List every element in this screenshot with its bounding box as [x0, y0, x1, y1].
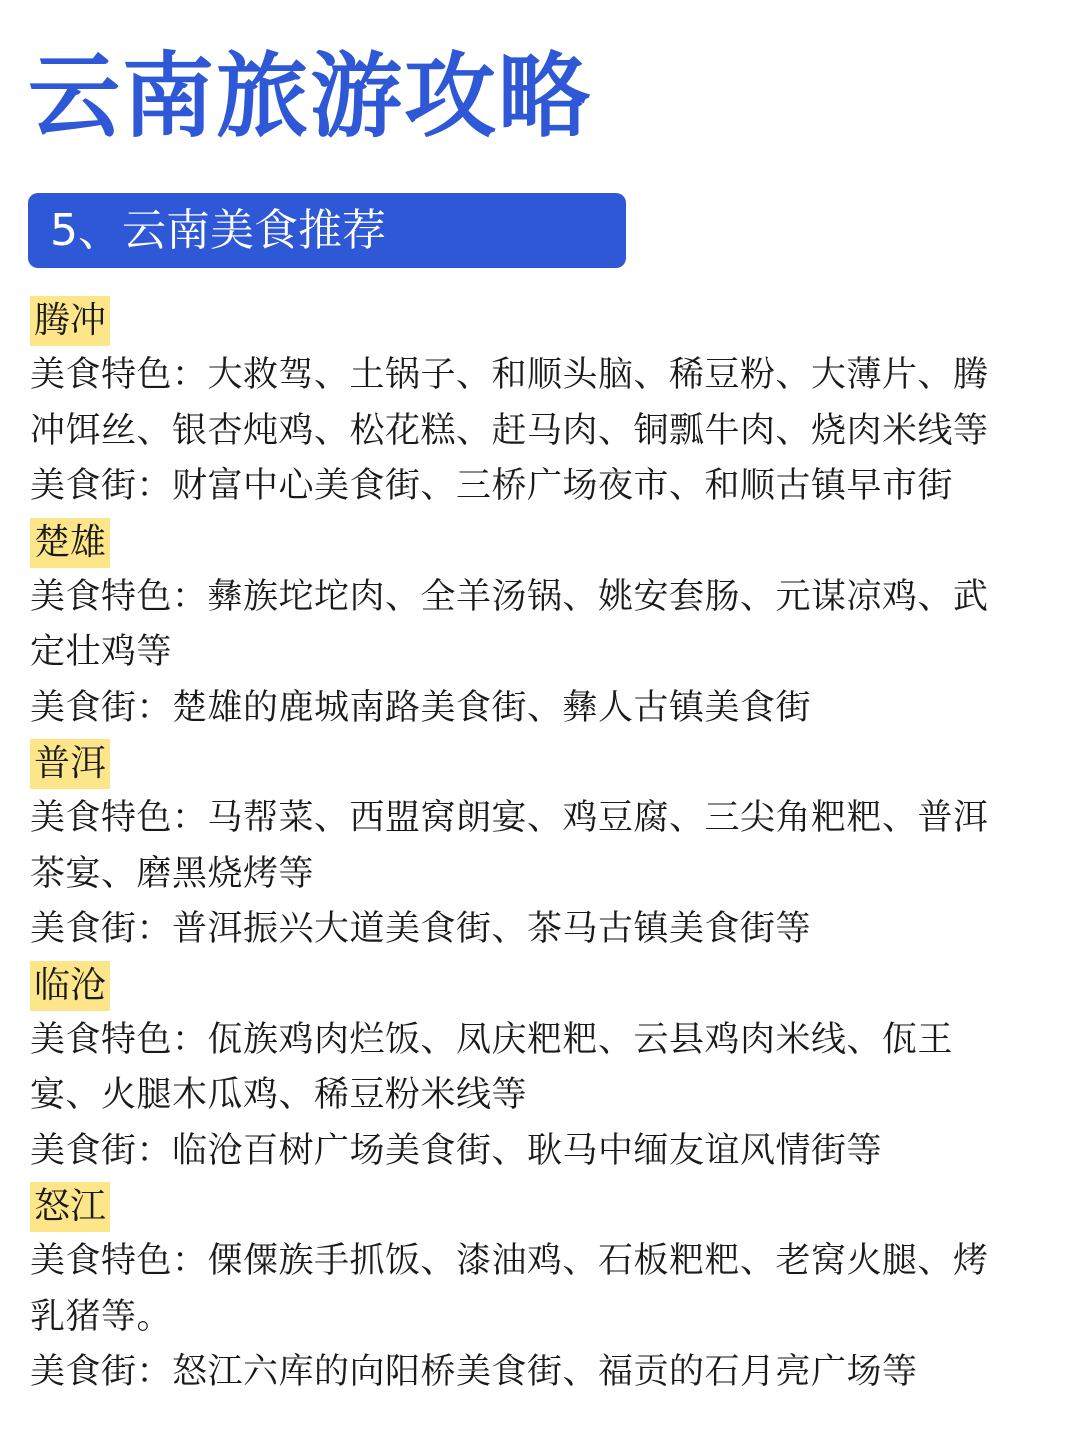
region-nujiang — [30, 1179, 1035, 1401]
region-text-line: 美食特色：大救驾、土锅子、和顺头脑、稀豆粉、大薄片、腾 — [30, 355, 989, 395]
city-tag: 怒江 — [30, 1182, 110, 1232]
region-text-line: 美食街：楚雄的鹿城南路美食街、彝人古镇美食街 — [30, 687, 812, 728]
region-text-line: 定壮鸡等 — [30, 632, 173, 672]
region-chuxiong — [30, 515, 1035, 737]
city-tag: 楚雄 — [30, 518, 110, 568]
region-text-line: 美食街：怒江六库的向阳桥美食街、福贡的石月亮广场等 — [30, 1352, 918, 1392]
region-text-line: 冲饵丝、银杏炖鸡、松花糕、赶马肉、铜瓢牛肉、烧肉米线等 — [30, 410, 989, 451]
region-text-line: 美食特色：彝族坨坨肉、全羊汤锅、姚安套肠、元谋凉鸡、武 — [30, 576, 989, 617]
region-tengchong — [30, 293, 1035, 515]
food-list — [30, 293, 1035, 1401]
region-text-line: 美食特色：佤族鸡肉烂饭、凤庆粑粑、云县鸡肉米线、佤王 — [30, 1019, 954, 1060]
page-title: 云南旅游攻略 — [28, 43, 593, 150]
region-text-line: 美食特色：傈僳族手抓饭、漆油鸡、石板粑粑、老窝火腿、烤 — [30, 1241, 989, 1281]
region-text-line: 美食街：财富中心美食街、三桥广场夜市、和顺古镇早市街 — [30, 466, 954, 506]
region-text-line: 美食街：普洱振兴大道美食街、茶马古镇美食街等 — [30, 909, 812, 949]
region-text-line: 乳猪等。 — [30, 1296, 173, 1337]
section-banner: 5、云南美食推荐 — [28, 193, 626, 268]
region-text-line: 美食街：临沧百树广场美食街、耿马中缅友谊风情街等 — [30, 1130, 883, 1171]
region-text-line: 美食特色：马帮菜、西盟窝朗宴、鸡豆腐、三尖角粑粑、普洱 — [30, 798, 989, 838]
region-puer — [30, 736, 1035, 958]
city-tag: 腾冲 — [30, 296, 110, 346]
region-lincang — [30, 958, 1035, 1180]
city-tag: 临沧 — [30, 961, 110, 1011]
region-text-line: 茶宴、磨黑烧烤等 — [30, 853, 315, 894]
city-tag: 普洱 — [30, 739, 110, 789]
region-text-line: 宴、火腿木瓜鸡、稀豆粉米线等 — [30, 1075, 528, 1115]
